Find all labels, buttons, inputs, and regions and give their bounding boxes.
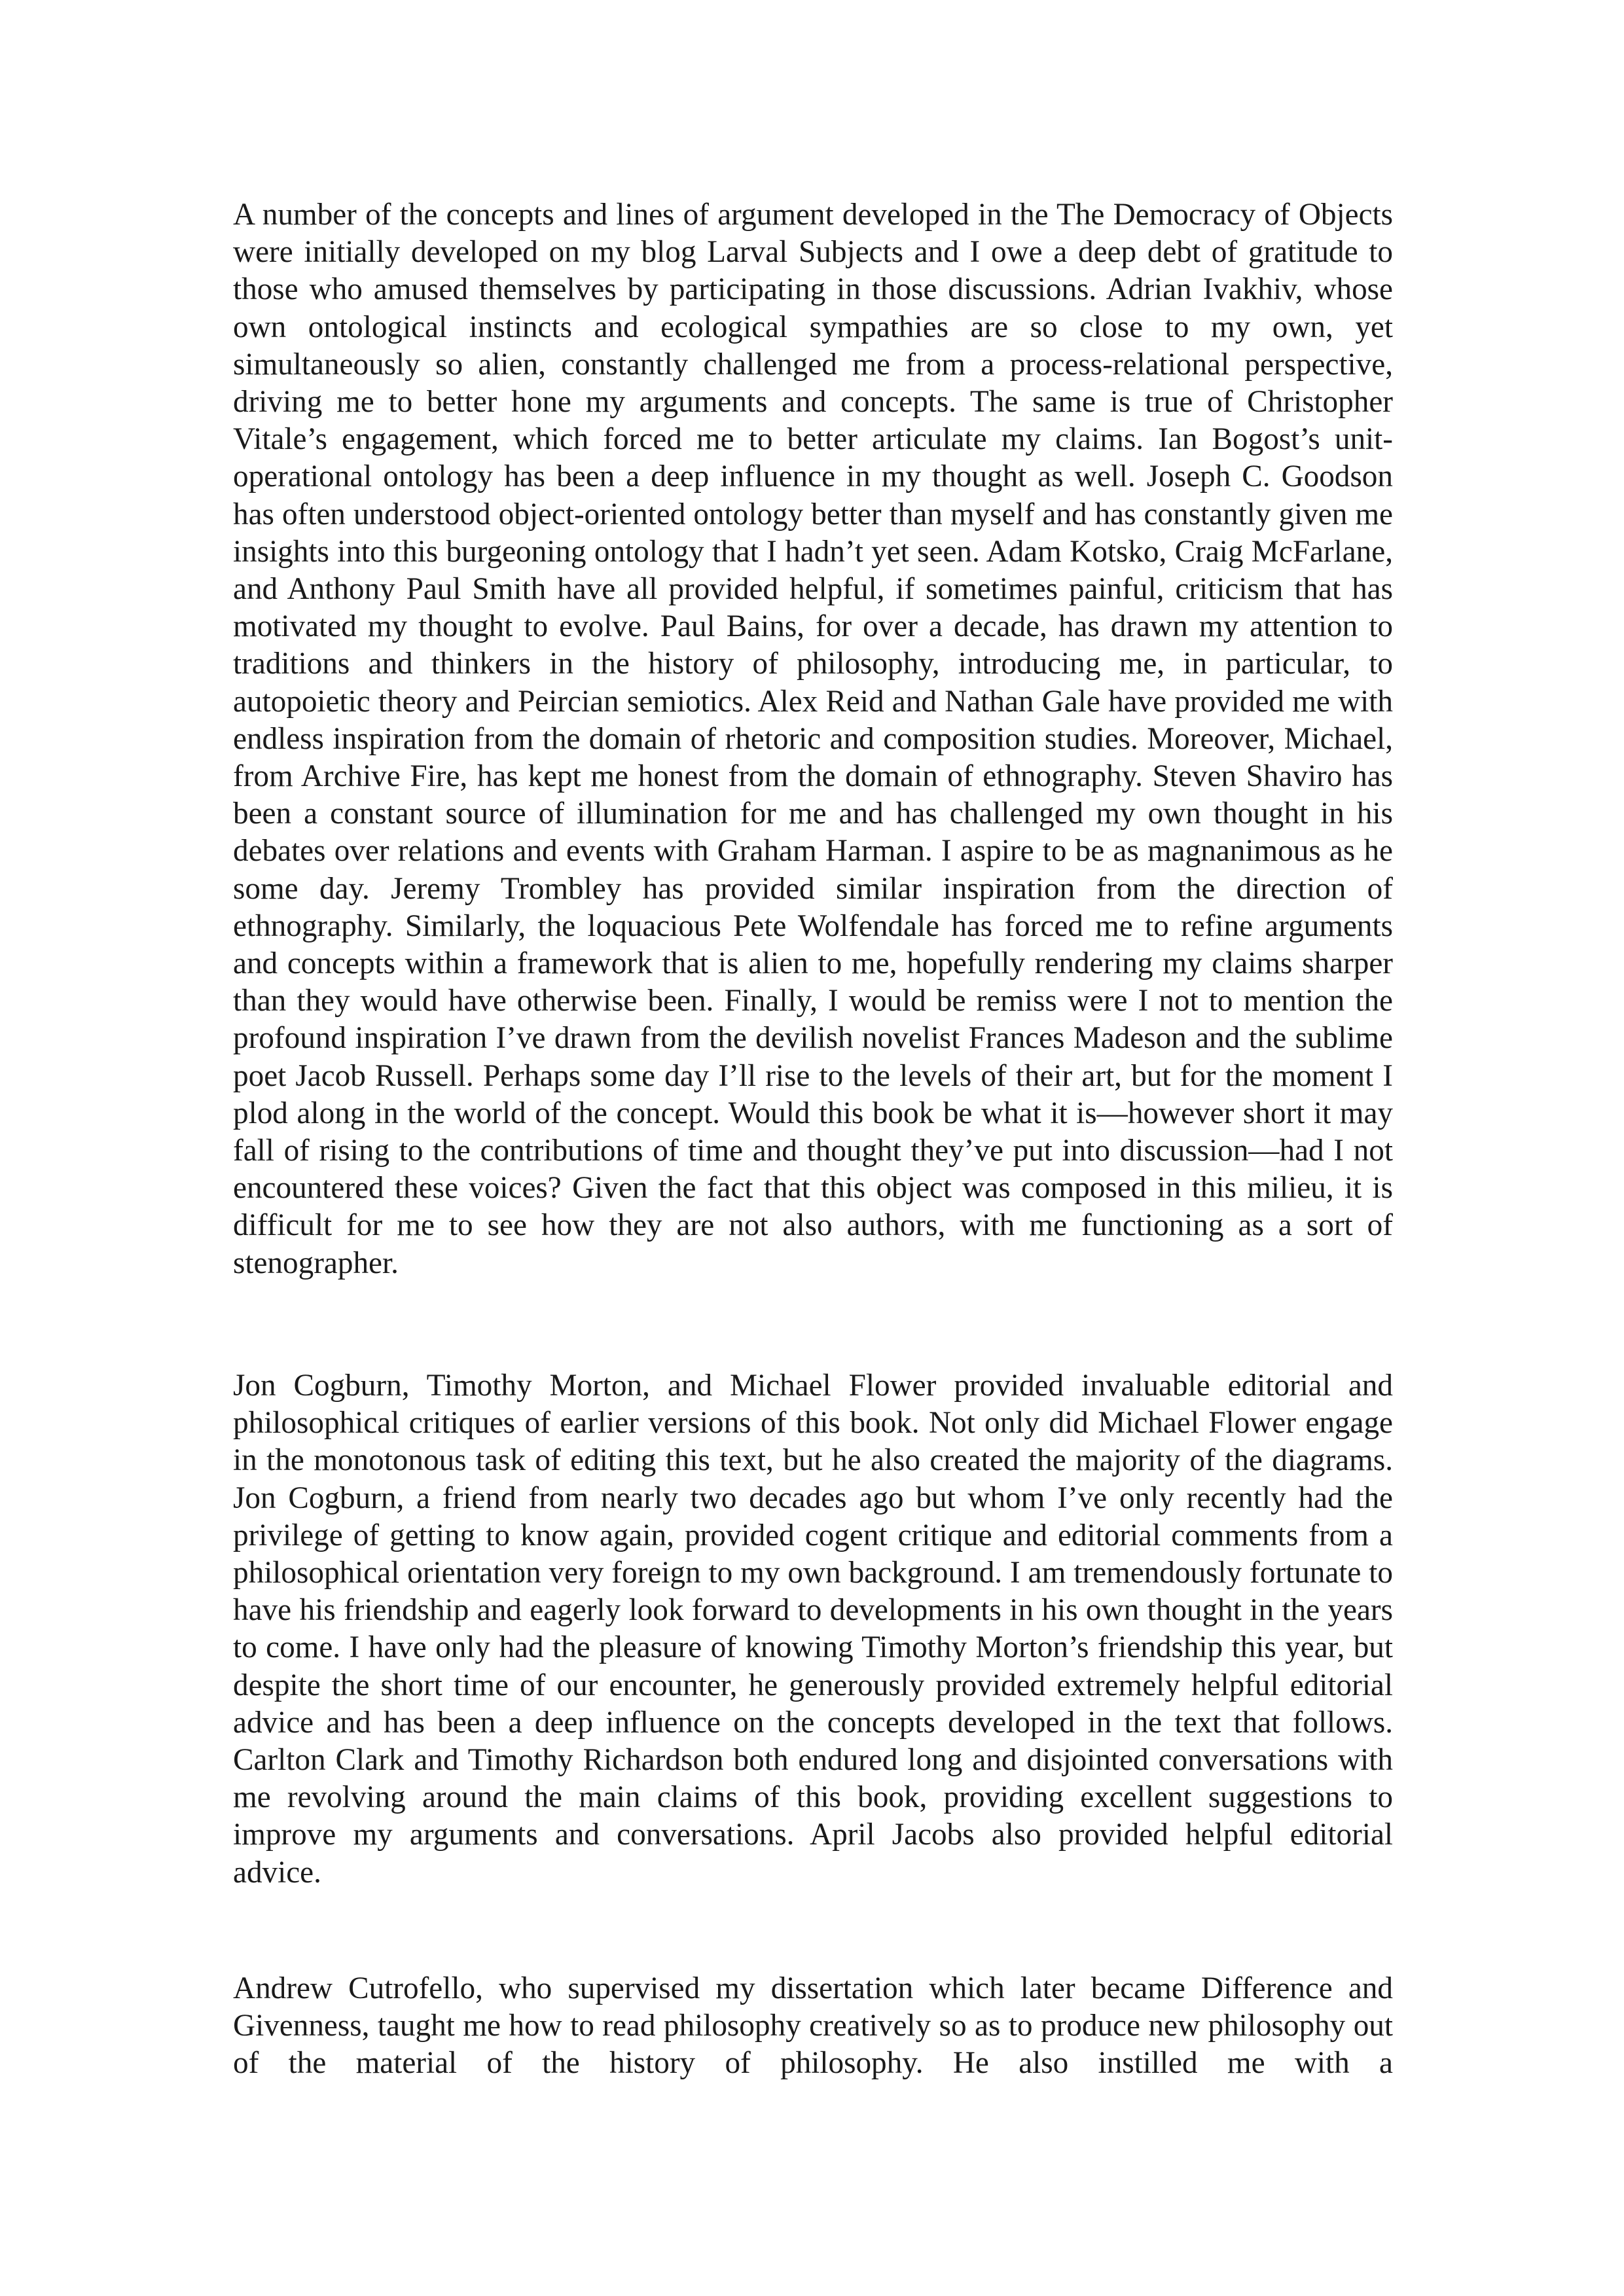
paragraph-acknowledgements-blog: A number of the concepts and lines of argument developed in the The Democracy of Objects were initially developed on my blog Larval Subjects and I owe a deep debt of gratitude to those who amused themselves by participating in those discussions. Adrian Ivakhiv, whose own ontological instincts and ecological sympathies are so close to my own, yet simultaneously so alien, constantly challenged me from a process-relational perspective, driving me to better hone my arguments and concepts. The same is true of Christopher Vitale’s engagement, which forced me to better articulate my claims. Ian Bogost’s unit-operational ontology has been a deep influence in my thought as well. Joseph C. Goodson has often understood object-oriented ontology better than myself and has constantly given me insights into this burgeoning ontology that I hadn’t yet seen. Adam Kotsko, Craig McFarlane, and Anthony Paul Smith have all provided helpful, if sometimes painful, criticism that has motivated my thought to evolve. Paul Bains, for over a decade, has drawn my attention to traditions and thinkers in the history of philosophy, introducing me, in particular, to autopoietic theory and Peircian semiotics. Alex Reid and Nathan Gale have provided me with endless inspiration from the domain of rhetoric and composition studies. Moreover, Michael, from Archive Fire, has kept me honest from the domain of ethnography. Steven Shaviro has been a constant source of illumination for me and has challenged my own thought in his debates over relations and events with Graham Harman. I aspire to be as magnanimous as he some day. Jeremy Trombley has provided similar inspiration from the direction of ethnography. Similarly, the loquacious Pete Wolfendale has forced me to refine arguments and concepts within a framework that is alien to me, hopefully rendering my claims sharper than they would have otherwise been. Finally, I would be remiss were I not to mention the profound inspiration I’ve drawn from the devilish novelist Frances Madeson and the sublime poet Jacob Russell. Perhaps some day I’ll rise to the levels of their art, but for the moment I plod along in the world of the concept. Would this book be what it is—however short it may fall of rising to the contributions of time and thought they’ve put into discussion—had I not encountered these voices? Given the fact that this object was composed in this milieu, it is difficult for me to see how they are not also authors, with me functioning as a sort of stenographer. <box>233 198 1393 1280</box>
paragraph-acknowledgements-editors: Jon Cogburn, Timothy Morton, and Michael Flower provided invaluable editorial and philosophical critiques of earlier versions of this book. Not only did Michael Flower engage in the monotonous task of editing this text, but he also created the majority of the diagrams. Jon Cogburn, a friend from nearly two decades ago but whom I’ve only recently had the privilege of getting to know again, provided cogent critique and editorial comments from a philosophical orientation very foreign to my own background. I am tremendously fortunate to have his friendship and eagerly look forward to developments in his own thought in the years to come. I have only had the pleasure of knowing Timothy Morton’s friendship this year, but despite the short time of our encounter, he generously provided extremely helpful editorial advice and has been a deep influence on the concepts developed in the text that follows. Carlton Clark and Timothy Richardson both endured long and disjointed conversations with me revolving around the main claims of this book, providing excellent suggestions to improve my arguments and conversations. April Jacobs also provided helpful editorial advice. <box>233 1369 1393 1890</box>
paragraph-acknowledgements-supervisor: Andrew Cutrofello, who supervised my dissertation which later became Difference and Givenness, taught me how to read philosophy creatively so as to produce new philosophy out of the material of the history of philosophy. He also instilled me with a <box>233 1971 1393 2081</box>
